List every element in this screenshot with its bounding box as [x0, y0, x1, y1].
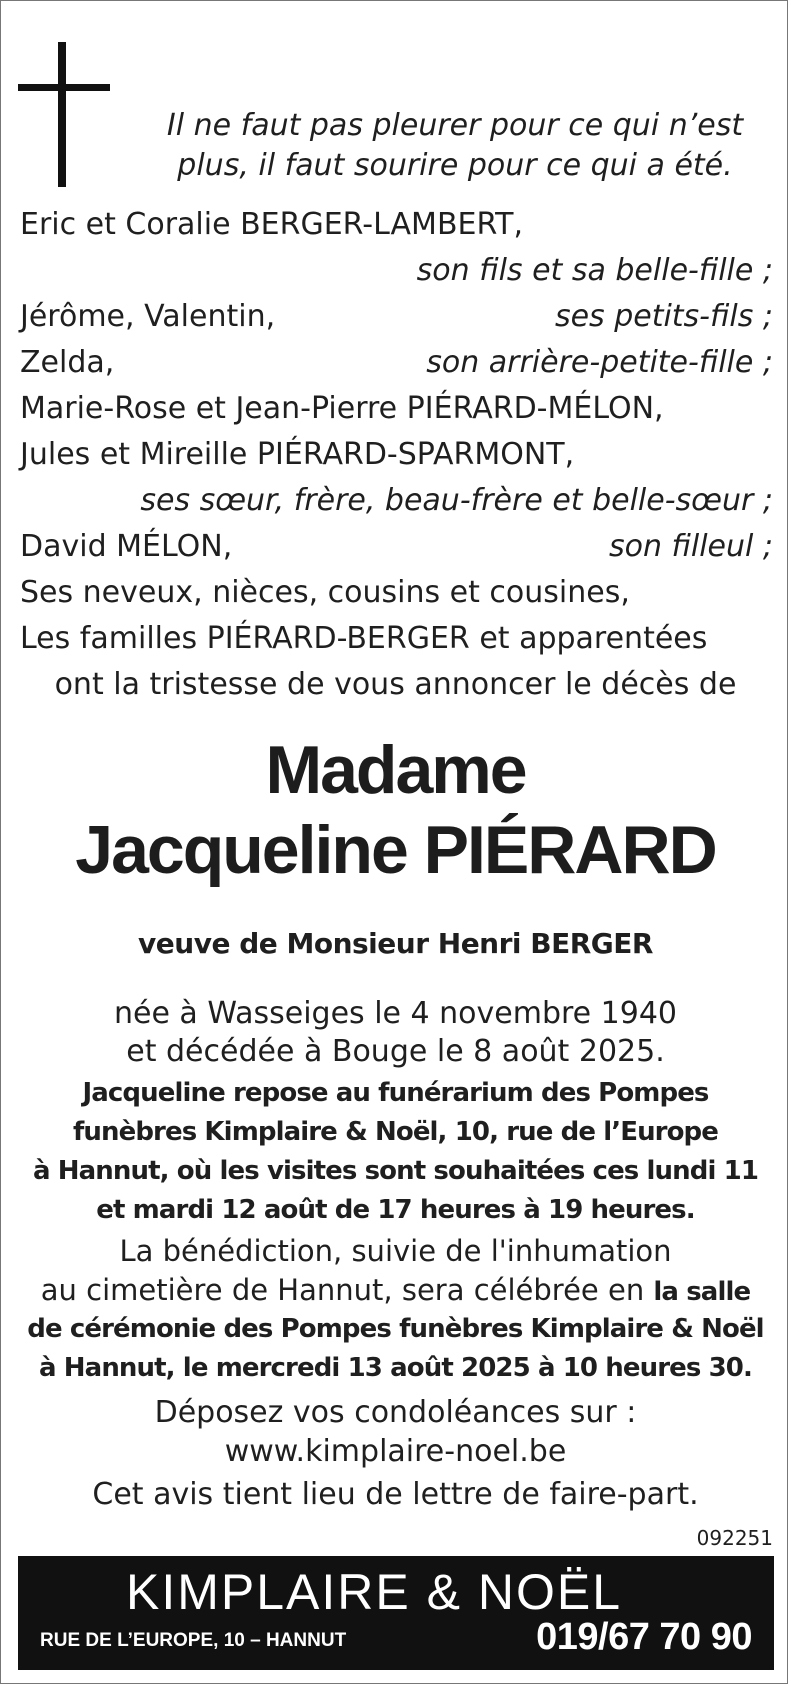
family-line-jules-mireille: Jules et Mireille PIÉRARD-SPARMONT,: [20, 437, 575, 472]
funeral-home-phone: 019/67 70 90: [536, 1616, 752, 1658]
visitation-line-1: Jacqueline repose au funérarium des Pompes: [82, 1078, 709, 1108]
family-name-jerome-valentin: Jérôme, Valentin,: [20, 299, 276, 334]
death-line: et décédée à Bouge le 8 août 2025.: [126, 1034, 665, 1069]
visitation-line-4: et mardi 12 août de 17 heures à 19 heures.: [96, 1195, 695, 1225]
relation-soeur-frere: ses sœur, frère, beau-frère et belle-sœur ;: [140, 483, 773, 518]
visitation-line-3: à Hannut, où les visites sont souhaitées ces lundi 11: [32, 1156, 759, 1186]
deceased-name: Jacqueline PIÉRARD: [75, 812, 716, 888]
deceased-title: Madame: [265, 732, 526, 808]
condolences-url[interactable]: www.kimplaire-noel.be: [224, 1434, 567, 1469]
family-line-david: [20, 525, 773, 569]
epigraph-line-1: Il ne faut pas pleurer pour ce qui n’est: [166, 108, 744, 143]
family-line-marie-rose: Marie-Rose et Jean-Pierre PIÉRARD-MÉLON,: [20, 391, 664, 426]
ceremony-line-2: [10, 1271, 781, 1312]
funeral-home-name: KIMPLAIRE & NOËL: [126, 1564, 623, 1620]
visitation-line-2: funèbres Kimplaire & Noël, 10, rue de l’Europe: [72, 1117, 719, 1147]
ceremony-line-2-bold: la salle: [653, 1277, 751, 1307]
ceremony-line-2-normal: au cimetière de Hannut, sera célébrée en: [40, 1273, 654, 1307]
family-line-eric-coralie: Eric et Coralie BERGER-LAMBERT,: [20, 207, 523, 242]
epigraph-line-2: plus, il faut sourire pour ce qui a été.: [177, 148, 733, 183]
announcement-line: ont la tristesse de vous annoncer le décès de: [54, 667, 737, 702]
faire-part-notice: Cet avis tient lieu de lettre de faire-part.: [92, 1477, 699, 1512]
family-line-zelda: [20, 341, 773, 385]
family-name-david: David MÉLON,: [20, 529, 233, 564]
condolences-line: Déposez vos condoléances sur :: [154, 1395, 637, 1430]
relation-son-fils: son fils et sa belle-fille ;: [416, 253, 773, 288]
reference-number: 092251: [696, 1526, 773, 1550]
birth-line: née à Wasseiges le 4 novembre 1940: [113, 996, 678, 1031]
family-line-familles: Les familles PIÉRARD-BERGER et apparentées: [20, 621, 708, 656]
family-name-zelda: Zelda,: [20, 345, 115, 380]
funeral-home-address: RUE DE L’EUROPE, 10 – HANNUT: [40, 1630, 347, 1651]
relation-petits-fils: ses petits-fils ;: [554, 299, 773, 334]
relation-filleul: son filleul ;: [608, 529, 773, 564]
ceremony-line-4: à Hannut, le mercredi 13 août 2025 à 10 heures 30.: [39, 1353, 752, 1383]
widow-of-line: veuve de Monsieur Henri BERGER: [138, 927, 653, 960]
cross-icon: [18, 42, 110, 187]
ceremony-line-3: de cérémonie des Pompes funèbres Kimplaire & Noël: [27, 1314, 764, 1344]
funeral-home-banner: [18, 1556, 774, 1670]
relation-arriere-petite-fille: son arrière-petite-fille ;: [426, 345, 773, 380]
family-line-jerome-valentin: [20, 295, 773, 339]
family-line-neveux: Ses neveux, nièces, cousins et cousines,: [20, 575, 630, 610]
ceremony-line-1: La bénédiction, suivie de l'inhumation: [119, 1234, 672, 1268]
